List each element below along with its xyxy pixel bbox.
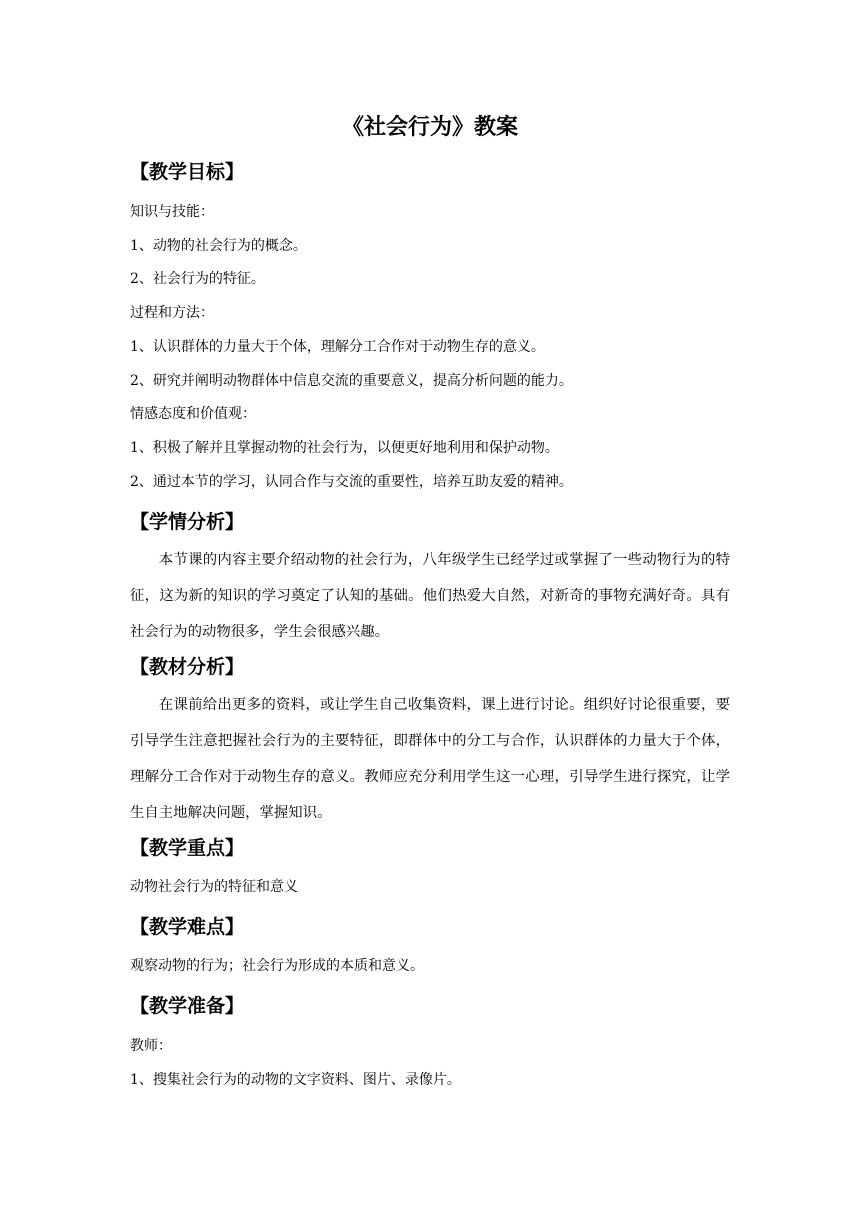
objectives-line: 1、积极了解并且掌握动物的社会行为，以便更好地利用和保护动物。 xyxy=(130,440,559,456)
objectives-line: 1、动物的社会行为的概念。 xyxy=(130,238,307,254)
objectives-line: 知识与技能： xyxy=(130,204,214,220)
difficulties-line: 观察动物的行为；社会行为形成的本质和意义。 xyxy=(130,958,424,974)
student-analysis-paragraph: 本节课的内容主要介绍动物的社会行为，八年级学生已经学过或掌握了一些动物行为的特征，这为新的知识的学习奠定了认知的基础。他们热爱大自然，对新奇的事物充满好奇。具有社会行为的动物很多，学生会很感兴趣。 xyxy=(130,552,730,640)
objectives-line: 过程和方法： xyxy=(130,305,214,321)
section-heading-preparation: 【教学准备】 xyxy=(130,995,245,1017)
material-analysis-paragraph: 在课前给出更多的资料，或让学生自己收集资料，课上进行讨论。组织好讨论很重要，要引导学生注意把握社会行为的主要特征，即群体中的分工与合作，认识群体的力量大于个体，理解分工合作对于动物生存的意义。教师应充分利用学生这一心理，引导学生进行探究，让学生自主地解决问题，掌握知识。 xyxy=(130,697,730,821)
preparation-line: 1、搜集社会行为的动物的文字资料、图片、录像片。 xyxy=(130,1072,461,1088)
objectives-line: 1、认识群体的力量大于个体，理解分工合作对于动物生存的意义。 xyxy=(130,339,545,355)
document-title: 《社会行为》教案 xyxy=(341,115,518,140)
objectives-line: 2、研究并阐明动物群体中信息交流的重要意义，提高分析问题的能力。 xyxy=(130,373,573,389)
section-heading-material-analysis: 【教材分析】 xyxy=(130,656,245,678)
preparation-line: 教师： xyxy=(130,1038,172,1054)
section-heading-student-analysis: 【学情分析】 xyxy=(130,511,245,533)
objectives-line: 2、社会行为的特征。 xyxy=(130,271,265,287)
section-heading-objectives: 【教学目标】 xyxy=(130,161,245,183)
section-heading-key-points: 【教学重点】 xyxy=(130,837,245,859)
key-points-line: 动物社会行为的特征和意义 xyxy=(130,879,298,895)
section-heading-difficulties: 【教学难点】 xyxy=(130,916,245,938)
objectives-line: 2、通过本节的学习，认同合作与交流的重要性，培养互助友爱的精神。 xyxy=(130,474,573,490)
objectives-line: 情感态度和价值观： xyxy=(130,406,256,422)
